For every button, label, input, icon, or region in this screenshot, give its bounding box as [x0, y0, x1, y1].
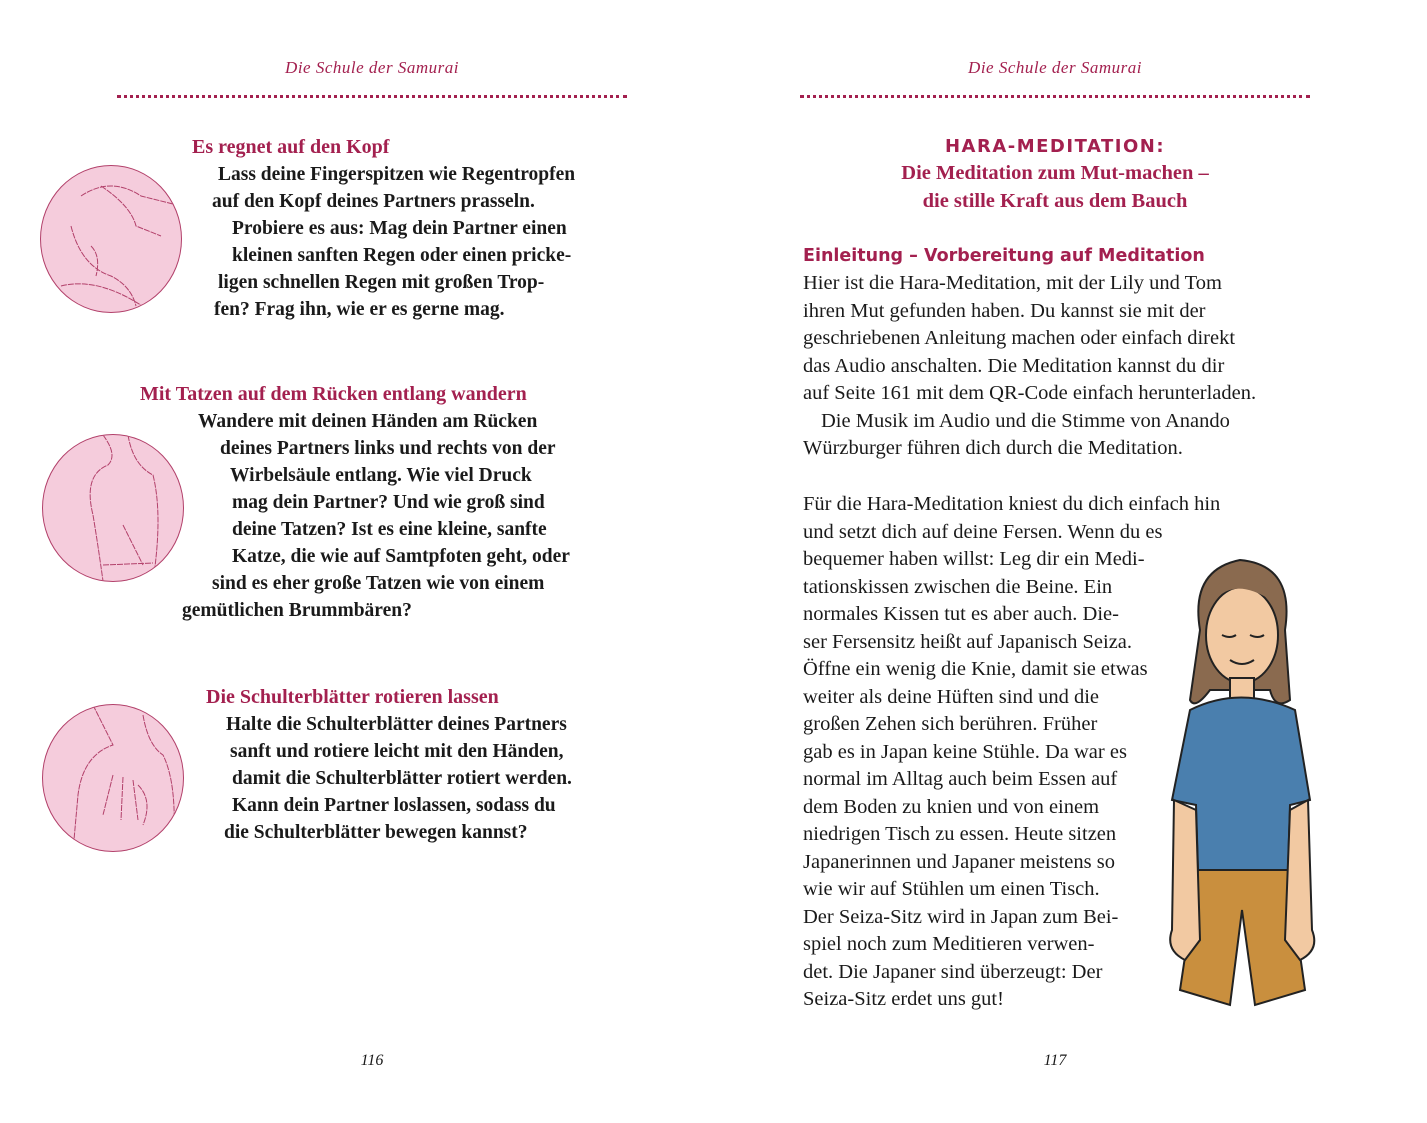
text-line: bequemer haben willst: Leg dir ein Medi-: [803, 548, 1145, 570]
text-line: Japanerinnen und Japaner meistens so: [803, 850, 1115, 873]
chapter-title: HARA-MEDITATION:: [944, 136, 1166, 157]
text-line: ligen schnellen Regen mit großen Trop-: [218, 272, 545, 293]
text-line: Würzburger führen dich durch die Meditation.: [803, 437, 1183, 459]
text-line: gemütlichen Brummbären?: [182, 600, 412, 621]
text-line: damit die Schulterblätter rotiert werden.: [232, 768, 572, 789]
text-line: ihren Mut gefunden haben. Du kannst sie mit der: [803, 299, 1206, 322]
section-heading: Einleitung – Vorbereitung auf Meditation: [803, 246, 1205, 266]
section-text: [0, 408, 570, 624]
text-line: Lass deine Fingerspitzen wie Regentropfen: [218, 164, 576, 185]
text-line: ser Fersensitz heißt auf Japanisch Seiza.: [803, 630, 1133, 653]
chapter-subtitle: Die Meditation zum Mut-machen –: [901, 162, 1209, 184]
text-line: normal im Alltag auch beim Essen auf: [803, 768, 1118, 790]
text-line: geschriebenen Anleitung machen oder einfach direkt: [803, 327, 1236, 349]
text-line: weiter als deine Hüften sind und die: [803, 685, 1100, 708]
section-heading: Die Schulterblätter rotieren lassen: [206, 686, 499, 708]
text-line: sind es eher große Tatzen wie von einem: [212, 573, 545, 594]
text-line: auf Seite 161 mit dem QR-Code einfach herunterladen.: [803, 382, 1257, 404]
text-line: auf den Kopf deines Partners prasseln.: [212, 191, 535, 212]
text-line: fen? Frag ihn, wie er es gerne mag.: [214, 299, 505, 320]
text-line: sanft und rotiere leicht mit den Händen,: [230, 741, 564, 762]
text-line: Öffne ein wenig die Knie, damit sie etwas: [803, 658, 1148, 680]
dotted-divider: [117, 95, 627, 98]
page-number-right: 117: [1043, 1052, 1067, 1069]
section-heading: Es regnet auf den Kopf: [192, 136, 390, 158]
text-line: gab es in Japan keine Stühle. Da war es: [803, 740, 1127, 763]
text-line: die Schulterblätter bewegen kannst?: [224, 822, 528, 843]
text-line: niedrigen Tisch zu essen. Heute sitzen: [803, 823, 1117, 845]
page-number-left: 116: [360, 1052, 384, 1069]
text-line: normales Kissen tut es aber auch. Die-: [803, 603, 1119, 625]
text-line: kleinen sanften Regen oder einen pricke-: [232, 245, 572, 266]
section-heading: Mit Tatzen auf dem Rücken entlang wandern: [140, 383, 527, 405]
text-line: tationskissen zwischen die Beine. Ein: [803, 575, 1113, 598]
text-line: deines Partners links und rechts von der: [220, 438, 556, 459]
text-line: Hier ist die Hara-Meditation, mit der Lily und Tom: [803, 272, 1222, 294]
text-line: deine Tatzen? Ist es eine kleine, sanfte: [232, 519, 547, 540]
text-line: großen Zehen sich berühren. Früher: [803, 713, 1098, 735]
text-line: mag dein Partner? Und wie groß sind: [232, 492, 545, 513]
text-line: Wandere mit deinen Händen am Rücken: [198, 411, 538, 432]
running-head-right: Die Schule der Samurai: [968, 58, 1142, 77]
text-line: Seiza-Sitz erdet uns gut!: [803, 988, 1004, 1010]
running-head-left: Die Schule der Samurai: [285, 58, 459, 77]
section-text: [0, 161, 575, 323]
text-line: dem Boden zu knien und von einem: [803, 795, 1100, 818]
text-line: das Audio anschalten. Die Meditation kannst du dir: [803, 354, 1225, 377]
dotted-divider: [800, 95, 1310, 98]
text-line: Für die Hara-Meditation kniest du dich einfach hin: [803, 493, 1221, 515]
text-line: und setzt dich auf deine Fersen. Wenn du es: [803, 520, 1163, 543]
seiza-paragraph: [803, 491, 1220, 1014]
text-line: Probiere es aus: Mag dein Partner einen: [232, 218, 567, 239]
text-line: Die Musik im Audio und die Stimme von Anando: [821, 409, 1230, 432]
text-line: Kann dein Partner loslassen, sodass du: [232, 795, 556, 816]
text-line: spiel noch zum Meditieren verwen-: [803, 933, 1095, 955]
chapter-subtitle: die stille Kraft aus dem Bauch: [922, 190, 1188, 212]
text-line: Der Seiza-Sitz wird in Japan zum Bei-: [803, 905, 1119, 928]
intro-paragraph: [803, 270, 1256, 463]
text-line: Wirbelsäule entlang. Wie viel Druck: [230, 465, 532, 486]
text-line: Halte die Schulterblätter deines Partners: [226, 714, 567, 735]
section-text: [0, 711, 572, 846]
kneeling-meditator-illustration: [1160, 550, 1320, 1020]
text-line: wie wir auf Stühlen um einen Tisch.: [803, 878, 1100, 900]
text-line: det. Die Japaner sind überzeugt: Der: [803, 960, 1103, 983]
text-line: Katze, die wie auf Samtpfoten geht, oder: [232, 546, 570, 567]
